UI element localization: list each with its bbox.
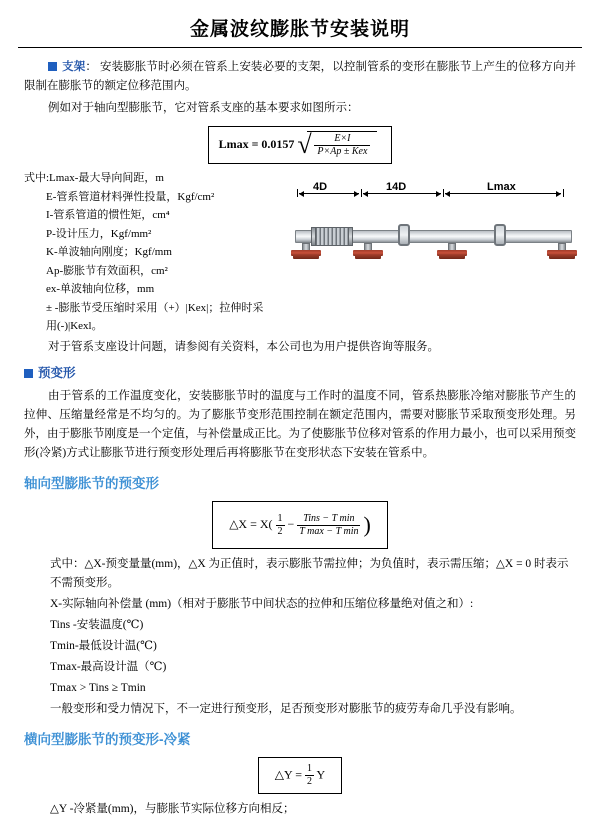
lateral-formula-lhs: △Y =	[274, 767, 302, 782]
guide-ring-icon	[491, 224, 509, 248]
predeform-heading-label: 预变形	[38, 366, 76, 381]
lmax-formula-lhs: Lmax = 0.0157	[218, 136, 295, 151]
legend-item: 式中:Lmax-最大导向间距，m	[24, 171, 164, 184]
diagram-label-4d: 4D	[313, 180, 328, 193]
diagram-arrow-14d	[363, 193, 441, 194]
predeform-section-heading	[24, 363, 576, 384]
lateral-formula-box	[258, 757, 342, 794]
document-page	[0, 14, 600, 816]
pipe-support-diagram	[291, 178, 576, 293]
diagram-tick	[297, 189, 298, 197]
lmax-formula	[24, 126, 576, 164]
axial-formula-temp-fraction	[297, 513, 360, 538]
lmax-legend-list	[24, 170, 274, 335]
diagram-arrow-lmax	[445, 193, 561, 194]
guide-ring	[398, 224, 410, 246]
lateral-predeform-line: △Y -冷紧量(mm)，与膨胀节实际位移方向相反；	[50, 803, 295, 816]
lateral-predeform-formula	[24, 757, 576, 794]
lmax-formula-fraction	[307, 131, 377, 159]
axial-predeform-line: 式中：△X-预变量量(mm)，△X 为正值时，表示膨胀节需拉伸；为负值时，表示需压缩；△X = 0 时表示不需预变形。	[50, 558, 569, 590]
axial-predeform-line: X-实际轴向补偿量 (mm)（相对于膨胀节中间状态的拉伸和压缩位移量绝对值之和）:	[50, 598, 474, 611]
lateral-formula-half	[305, 763, 314, 788]
half-numerator: 1	[277, 512, 283, 524]
axial-predeform-heading: 轴向型膨胀节的预变形	[24, 475, 159, 491]
support-base-lower	[355, 255, 381, 259]
lateral-predeform-heading: 横向型膨胀节的预变形-冷紧	[24, 732, 191, 748]
legend-item: I-管系管道的惯性矩，cm⁴	[46, 209, 170, 222]
legend-item: ± -膨胀节受压缩时采用（+）|Kex|；拉伸时采用(-)|Kexl。	[46, 302, 264, 332]
axial-formula-minus: −	[287, 516, 295, 531]
diagram-label-14d: 14D	[386, 180, 407, 193]
lmax-fraction-numerator: E×I	[314, 133, 370, 147]
document-content	[0, 58, 600, 819]
title-divider	[18, 47, 582, 48]
temp-fraction-denominator: T max − T min	[299, 525, 359, 537]
diagram-arrow-4d	[299, 193, 359, 194]
legend-item: ex-单波轴向位移，mm	[46, 283, 155, 296]
anchor-support-icon	[547, 243, 577, 260]
support-heading: 支架	[62, 61, 86, 73]
diagram-dimension-labels	[291, 178, 576, 194]
axial-formula-rhs: )	[363, 511, 371, 537]
diagram-tick	[563, 189, 564, 197]
half-numerator: 1	[306, 763, 312, 775]
lmax-formula-box	[208, 126, 393, 164]
support-closing-paragraph: 对于管系支座设计问题，请参阅有关资料，本公司也为用户提供咨询等服务。	[48, 341, 439, 354]
predeform-paragraph: 由于管系的工作温度变化，安装膨胀节时的温度与工作时的温度不同，管系热膨胀冷缩对膨胀节产生的拉伸、压缩量经常是不均匀的。为了膨胀节变形范围控制在额定范围内，需要对膨胀节采取预变形处理。另外，由于膨胀节刚度是一个定值，与补偿量成正比。为了使膨胀节位移对管系的作用力最小，也可以采用预变形(冷紧)方式让膨胀节进行预变形处理后再将膨胀节在变形状态下安装在管系中。	[24, 389, 576, 459]
page-title: 金属波纹膨胀节安装说明	[189, 19, 410, 40]
legend-item: Ap-膨胀节有效面积，cm²	[46, 264, 168, 277]
lmax-fraction	[310, 133, 374, 159]
temp-fraction-numerator: Tins − T min	[297, 513, 360, 526]
anchor-support-icon	[437, 243, 467, 260]
blue-square-bullet-icon	[24, 369, 33, 378]
lmax-formula-sqrt: √ $\frac{E\times I}{\text{P×Ap ± Kex}}$	[297, 131, 377, 159]
axial-predeform-line: Tmax-最高设计温（℃)	[50, 661, 167, 674]
support-base-lower	[293, 255, 319, 259]
axial-formula-half	[276, 513, 285, 538]
legend-item: K-单波轴向刚度；Kgf/mm	[46, 246, 172, 259]
legend-item: E-管系管道材料弹性投量，Kgf/cm²	[46, 190, 215, 203]
axial-predeform-line: Tins -安装温度(℃)	[50, 619, 144, 632]
support-intro-paragraph: 支架： 安装膨胀节时必须在管系上安装必要的支架，以控制管系的变形在膨胀节上产生的位移方向并限制在膨胀节的额定位移范围内。	[24, 61, 577, 92]
anchor-support-icon	[291, 243, 321, 260]
axial-predeform-line: Tmin-最低设计温(℃)	[50, 640, 157, 653]
support-base-lower	[439, 255, 465, 259]
half-denominator: 2	[277, 525, 283, 537]
axial-formula-box	[212, 501, 388, 549]
diagram-tick	[443, 189, 444, 197]
pipe-assembly	[291, 204, 576, 290]
support-base-lower	[549, 255, 575, 259]
legend-and-figure	[24, 170, 576, 335]
lateral-formula-rhs: Y	[316, 767, 326, 782]
axial-predeform-formula	[24, 501, 576, 549]
axial-formula-lhs: △X = X(	[229, 516, 273, 531]
half-denominator: 2	[306, 776, 312, 788]
diagram-label-lmax: Lmax	[487, 180, 516, 193]
diagram-tick	[361, 189, 362, 197]
anchor-support-icon	[353, 243, 383, 260]
blue-square-bullet-icon	[48, 62, 57, 71]
legend-item: P-设计压力，Kgf/mm²	[46, 227, 152, 240]
support-intro-text: 安装膨胀节时必须在管系上安装必要的支架，以控制管系的变形在膨胀节上产生的位移方向并限制在膨胀节的额定位移范围内。	[24, 61, 577, 92]
lmax-fraction-denominator: P×Ap ± Kex	[317, 146, 368, 158]
guide-ring	[494, 224, 506, 246]
guide-ring-icon	[395, 224, 413, 248]
support-example-paragraph: 例如对于轴向型膨胀节，它对管系支座的基本要求如图所示：	[48, 101, 359, 114]
axial-predeform-line: Tmax > Tins ≥ Tmin	[50, 682, 146, 695]
axial-predeform-line: 一般变形和受力情况下，不一定进行预变形，足否预变形对膨胀节的疲劳寿命几乎没有影响。	[50, 703, 522, 716]
